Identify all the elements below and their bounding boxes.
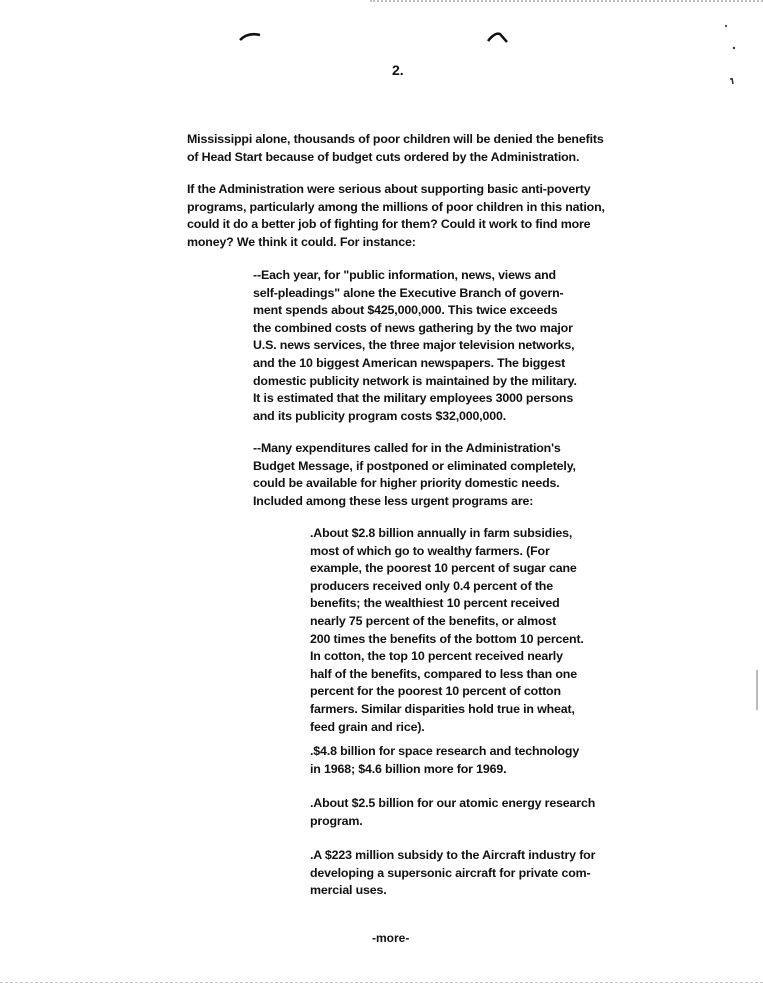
sub-item-farm-subsidies: .About $2.8 billion annually in farm subsidies, most of which go to wealthy farmers. (For example, the poorest 10 percent of sugar cane producers received only 0.4 percent of the benefits; the wealthiest 10 percent received nearly 75 percent of the benefits, or almost 200 times the benefits of the bottom 10 percent. In cotton, the top 10 percent received nearly half of the benefits, compared to less than one percent for the poorest 10 percent of cotton farmers. Similar disparities hold true in wheat, feed grain and rice). — [310, 526, 584, 734]
page-number: 2. — [392, 62, 404, 78]
paragraph-anti-poverty: If the Administration were serious about supporting basic anti-poverty programs, particularly among the millions of poor children in this nation, could it do a better job of fighting for them? Could it work to find more money? We think it could. For instance: — [187, 182, 605, 249]
sub-item-atomic-energy: .About $2.5 billion for our atomic energy research program. — [310, 796, 596, 828]
margin-specks — [720, 20, 760, 90]
right-margin-tick — [755, 670, 759, 710]
binder-mark-left — [238, 30, 262, 42]
footer-more: -more- — [372, 931, 410, 945]
sub-item-space-research: .$4.8 billion for space research and technology in 1968; $4.6 billion more for 1969. — [310, 744, 580, 776]
binder-mark-center — [486, 30, 510, 44]
bullet-publicity-spending: --Each year, for "public information, news, views and self-pleadings" alone the Executive Branch of govern- ment spends about $425,000,000. This twice exceeds the combined costs of news gathering by the two major U.S. news services, the three major television networks, and the 10 biggest American newspapers. The biggest domestic publicity network is maintained by the military. It is estimated that the military employees 3000 persons and its publicity program costs $32,000,000. — [253, 268, 577, 423]
paragraph-head-start: Mississippi alone, thousands of poor children will be denied the benefits of Head Start because of budget cuts ordered by the Administration. — [187, 132, 604, 164]
bullet-expenditures: --Many expenditures called for in the Administration's Budget Message, if postponed or eliminated completely, could be available for higher priority domestic needs. Included among these less urgent programs are: — [253, 441, 576, 508]
sub-item-supersonic-aircraft: .A $223 million subsidy to the Aircraft industry for developing a supersonic aircraft for private com- mercial uses. — [310, 848, 596, 898]
bottom-edge-dots — [0, 982, 763, 983]
top-edge-dots — [370, 0, 763, 2]
